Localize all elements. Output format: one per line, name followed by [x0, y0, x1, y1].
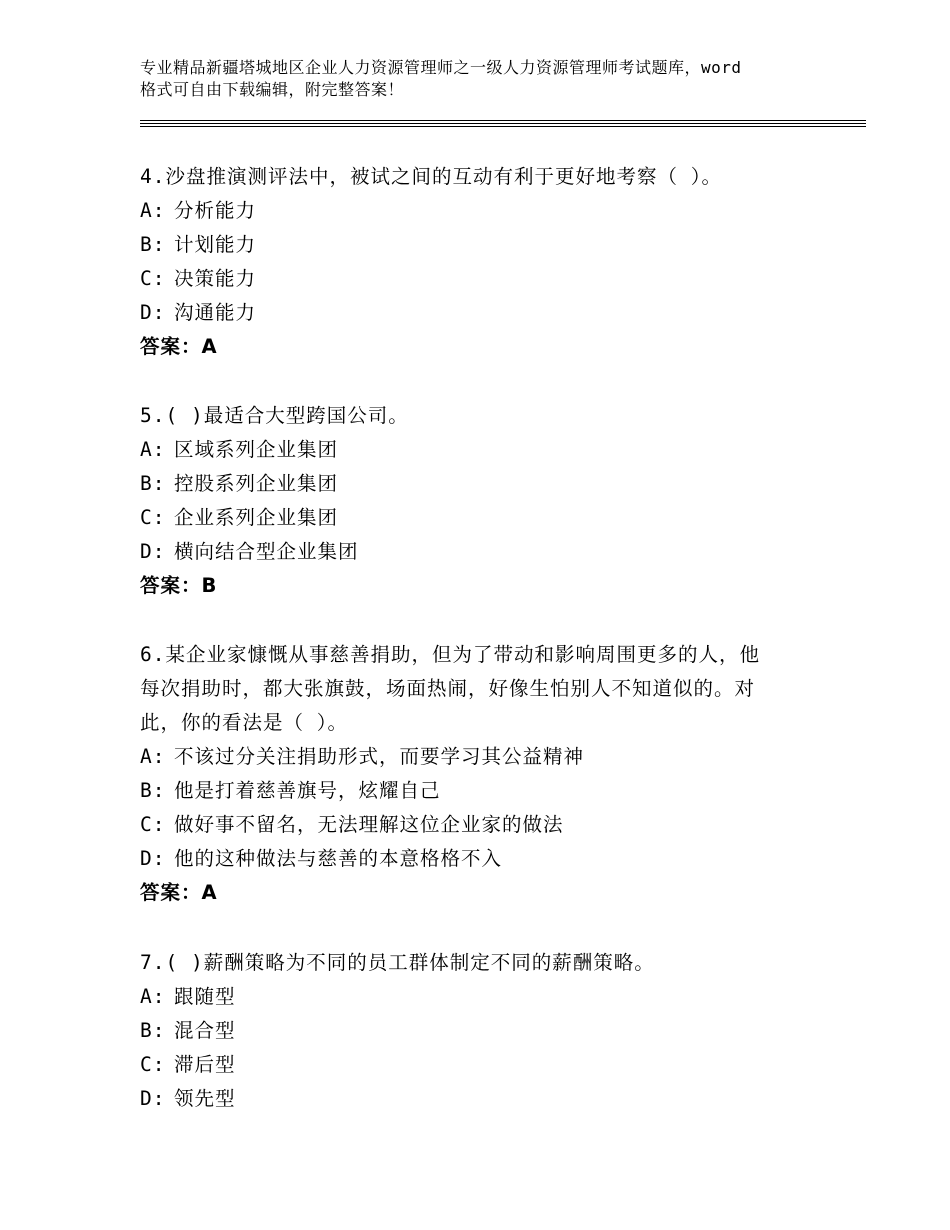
option-key: B: [140, 472, 166, 495]
option-d [140, 1082, 820, 1116]
option-d [140, 535, 820, 569]
answer-label: 答案：B [140, 574, 218, 597]
question-stem-line: 每次捐助时，都大张旗鼓，场面热闹，好像生怕别人不知道似的。对 [140, 677, 756, 700]
option-b [140, 774, 820, 808]
header-line-1: 专业精品新疆塔城地区企业人力资源管理师之一级人力资源管理师考试题库，word [140, 58, 742, 77]
option-key: B: [140, 233, 166, 256]
option-key: D: [140, 301, 166, 324]
header-line-2: 格式可自由下载编辑，附完整答案！ [140, 80, 405, 99]
question-5 [140, 399, 820, 603]
option-key: B: [140, 1019, 166, 1042]
option-b [140, 467, 820, 501]
option-text: 计划能力 [174, 233, 257, 256]
option-c [140, 501, 820, 535]
option-d [140, 296, 820, 330]
document-header [140, 57, 840, 101]
option-a [140, 740, 820, 774]
header-rule-bottom [140, 126, 866, 127]
option-text: 控股系列企业集团 [174, 472, 339, 495]
option-a [140, 980, 820, 1014]
question-stem-line: 此，你的看法是（ ）。 [140, 711, 348, 734]
option-b [140, 228, 820, 262]
option-text: 他的这种做法与慈善的本意格格不入 [174, 847, 503, 870]
option-key: A: [140, 199, 166, 222]
answer-label: 答案：A [140, 881, 218, 904]
option-text: 领先型 [174, 1087, 236, 1110]
question-stem: 5.( )最适合大型跨国公司。 [140, 404, 409, 427]
option-c [140, 1048, 820, 1082]
option-key: C: [140, 506, 166, 529]
option-key: B: [140, 779, 166, 802]
option-key: D: [140, 847, 166, 870]
option-d [140, 842, 820, 876]
option-key: A: [140, 745, 166, 768]
option-key: A: [140, 985, 166, 1008]
option-text: 分析能力 [174, 199, 257, 222]
header-rule-middle [140, 123, 866, 124]
header-rule-top [140, 120, 866, 121]
option-key: C: [140, 813, 166, 836]
option-text: 决策能力 [174, 267, 257, 290]
option-c [140, 808, 820, 842]
option-text: 区域系列企业集团 [174, 438, 339, 461]
option-text: 企业系列企业集团 [174, 506, 339, 529]
option-key: C: [140, 1053, 166, 1076]
option-key: A: [140, 438, 166, 461]
option-key: C: [140, 267, 166, 290]
option-text: 跟随型 [174, 985, 236, 1008]
option-text: 滞后型 [174, 1053, 236, 1076]
option-key: D: [140, 540, 166, 563]
option-c [140, 262, 820, 296]
question-6 [140, 638, 820, 910]
question-4 [140, 160, 820, 364]
question-stem: 4.沙盘推演测评法中，被试之间的互动有利于更好地考察（ ）。 [140, 165, 722, 188]
option-text: 混合型 [174, 1019, 236, 1042]
option-text: 他是打着慈善旗号，炫耀自己 [174, 779, 441, 802]
option-text: 沟通能力 [174, 301, 257, 324]
option-a [140, 194, 820, 228]
option-text: 做好事不留名，无法理解这位企业家的做法 [174, 813, 564, 836]
question-stem: 7.( )薪酬策略为不同的员工群体制定不同的薪酬策略。 [140, 951, 655, 974]
question-7 [140, 946, 820, 1116]
option-text: 不该过分关注捐助形式，而要学习其公益精神 [174, 745, 585, 768]
option-key: D: [140, 1087, 166, 1110]
option-a [140, 433, 820, 467]
answer-label: 答案：A [140, 335, 218, 358]
option-b [140, 1014, 820, 1048]
question-stem-line: 6.某企业家慷慨从事慈善捐助，但为了带动和影响周围更多的人，他 [140, 643, 760, 666]
option-text: 横向结合型企业集团 [174, 540, 359, 563]
